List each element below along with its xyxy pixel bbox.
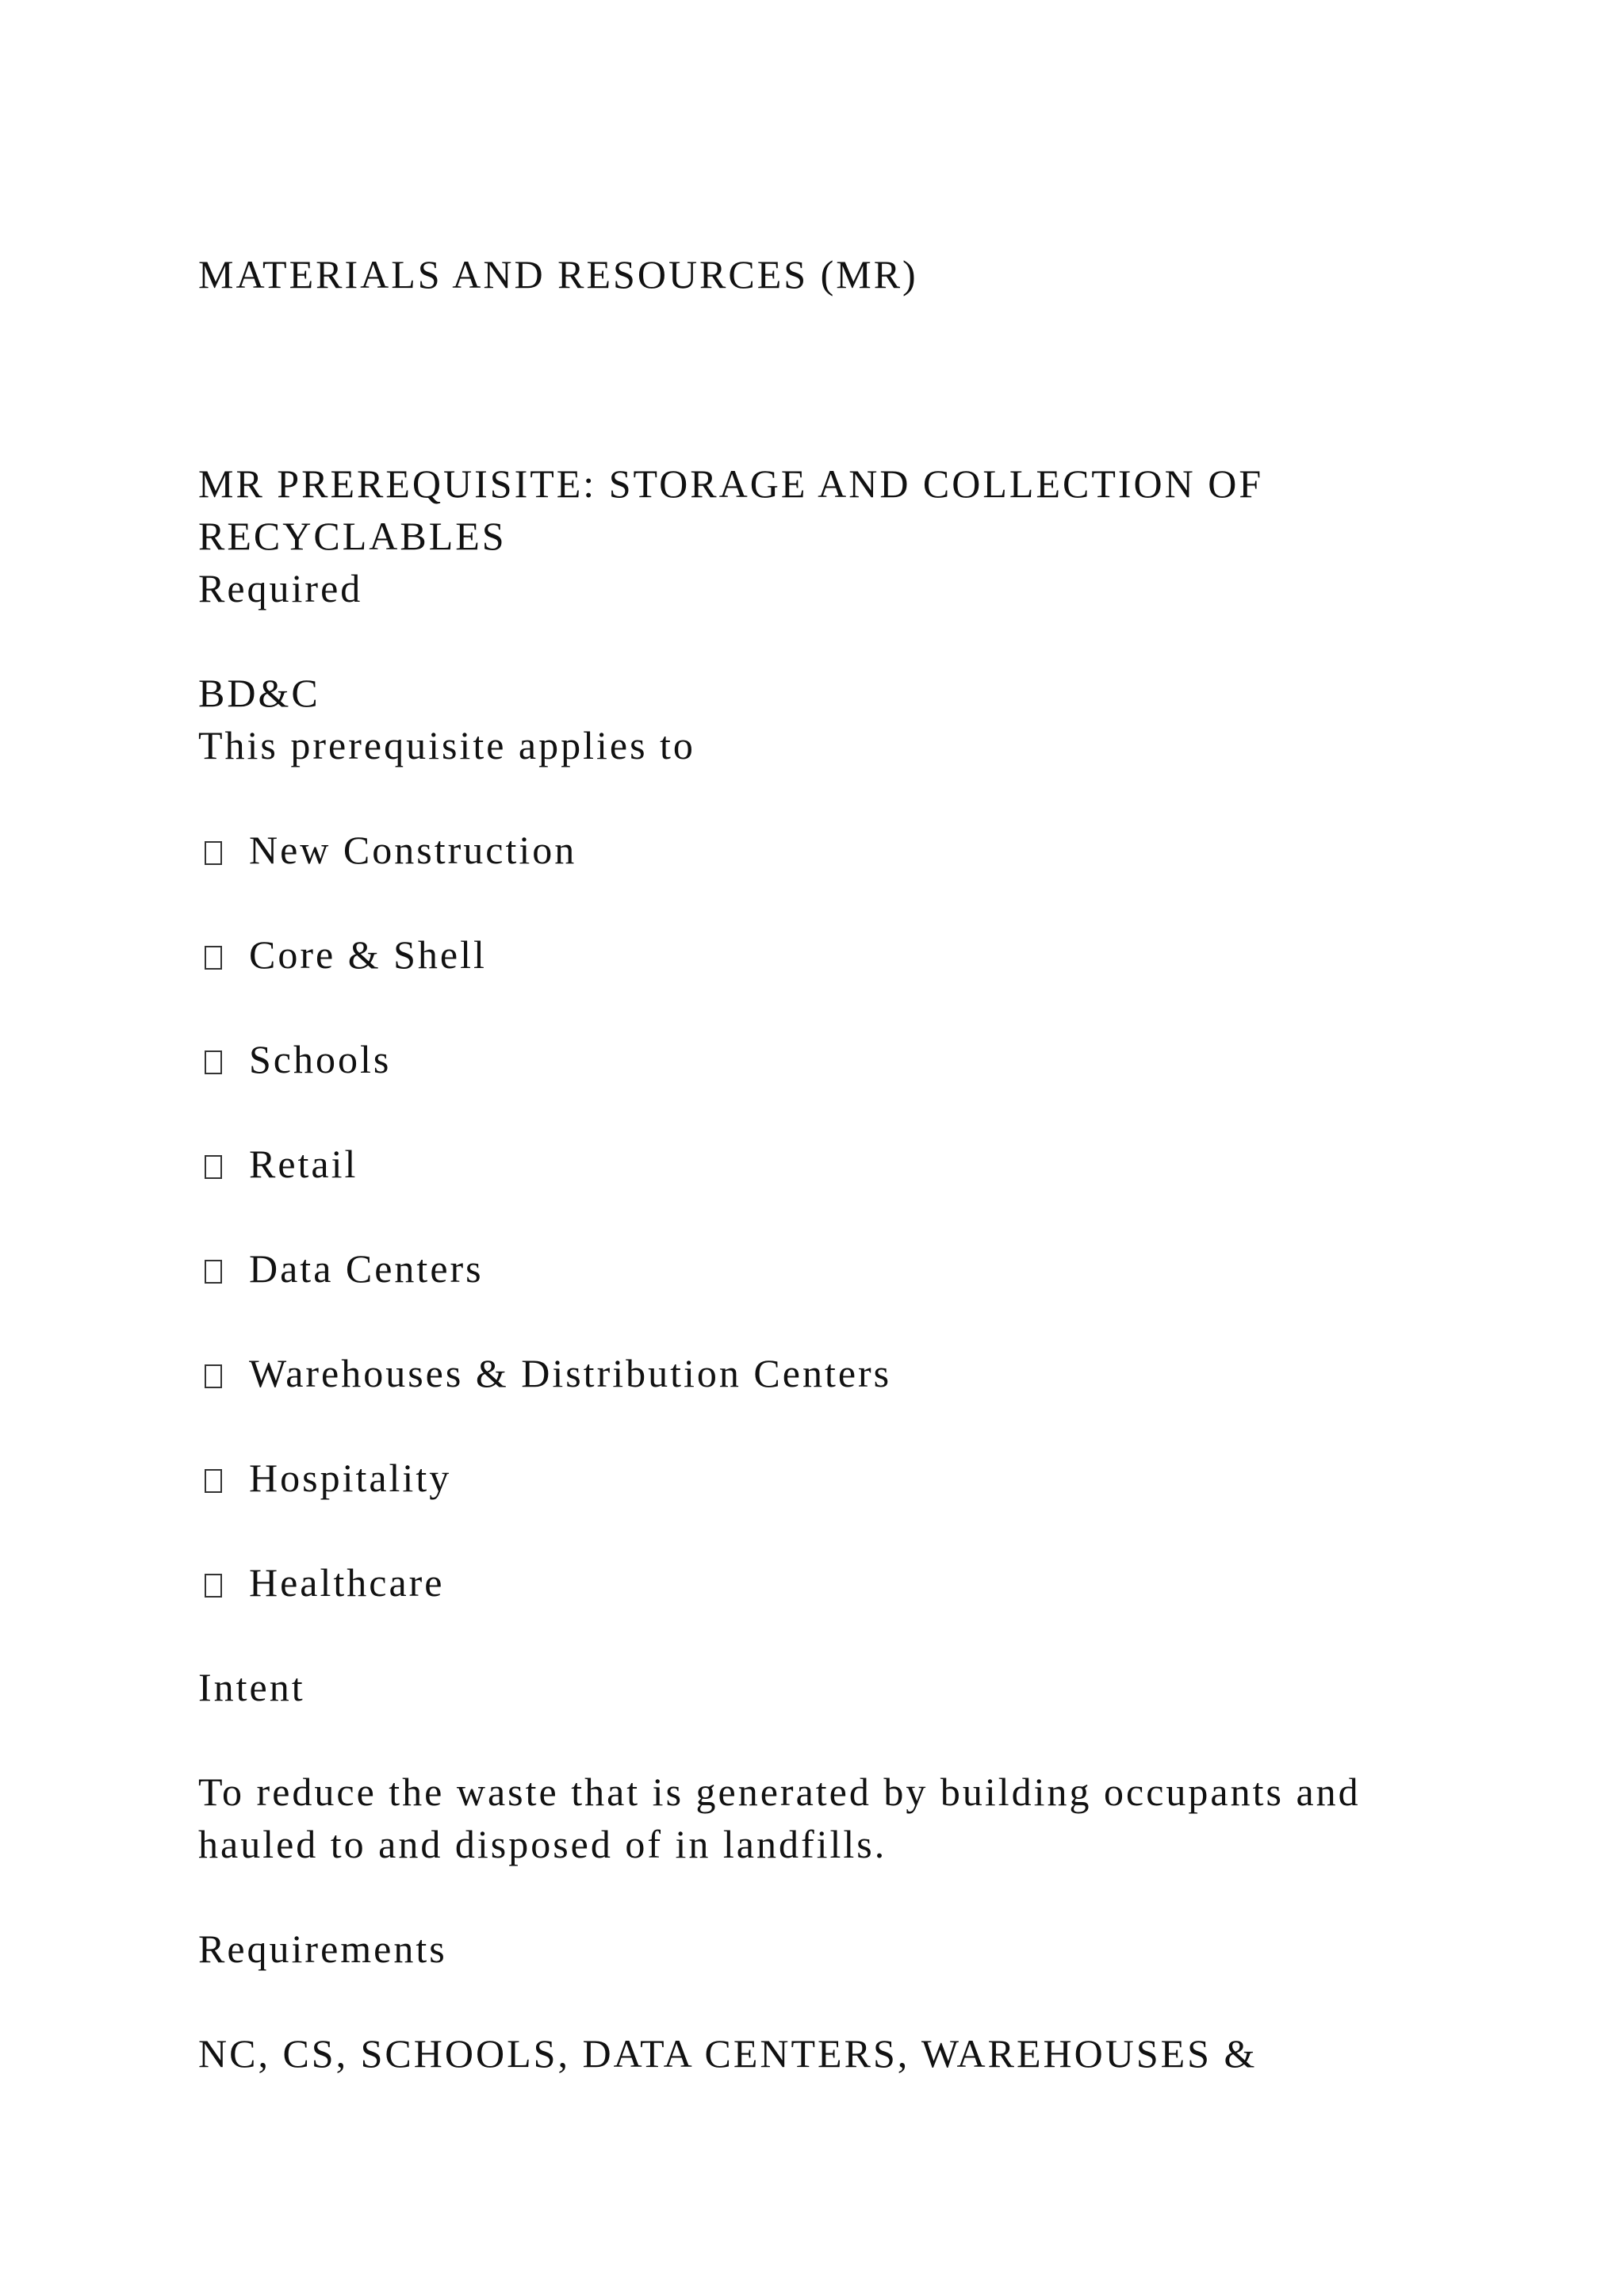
intent-heading: Intent <box>198 1665 305 1709</box>
section-title: MATERIALS AND RESOURCES (MR) <box>198 252 918 297</box>
checkbox-icon <box>205 1260 222 1284</box>
list-item <box>198 1452 451 1504</box>
intent-text-line-2: hauled to and disposed of in landfills. <box>198 1822 887 1866</box>
list-item-label: Schools <box>249 1037 392 1081</box>
list-item-label: Data Centers <box>249 1246 484 1291</box>
requirements-heading: Requirements <box>198 1927 447 1971</box>
list-item-label: Warehouses & Distribution Centers <box>249 1351 892 1395</box>
list-item-label: Hospitality <box>249 1456 452 1500</box>
list-item-label: Retail <box>249 1142 358 1186</box>
checkbox-icon <box>205 841 222 865</box>
checkbox-icon <box>205 1574 222 1598</box>
list-item-label: New Construction <box>249 828 577 872</box>
requirements-text-line-1: NC, CS, SCHOOLS, DATA CENTERS, WAREHOUSES & <box>198 2031 1258 2076</box>
list-item <box>198 928 487 981</box>
list-item <box>198 1347 891 1399</box>
checkbox-icon <box>205 1469 222 1493</box>
list-item <box>198 1556 445 1609</box>
checkbox-icon <box>205 1050 222 1074</box>
rating-system: BD&C <box>198 671 320 715</box>
list-item <box>198 1138 358 1190</box>
prerequisite-title-line-1: MR PREREQUISITE: STORAGE AND COLLECTION OF <box>198 461 1264 506</box>
list-item <box>198 1033 391 1085</box>
checkbox-icon <box>205 1155 222 1179</box>
prerequisite-title-line-2: RECYCLABLES <box>198 514 507 558</box>
prerequisite-status: Required <box>198 566 363 610</box>
list-item <box>198 824 576 876</box>
list-item <box>198 1242 484 1295</box>
list-item-label: Core & Shell <box>249 932 487 977</box>
checkbox-icon <box>205 1364 222 1388</box>
checkbox-icon <box>205 946 222 970</box>
list-item-label: Healthcare <box>249 1560 445 1605</box>
intent-text-line-1: To reduce the waste that is generated by building occupants and <box>198 1770 1361 1814</box>
applies-to-label: This prerequisite applies to <box>198 723 695 767</box>
